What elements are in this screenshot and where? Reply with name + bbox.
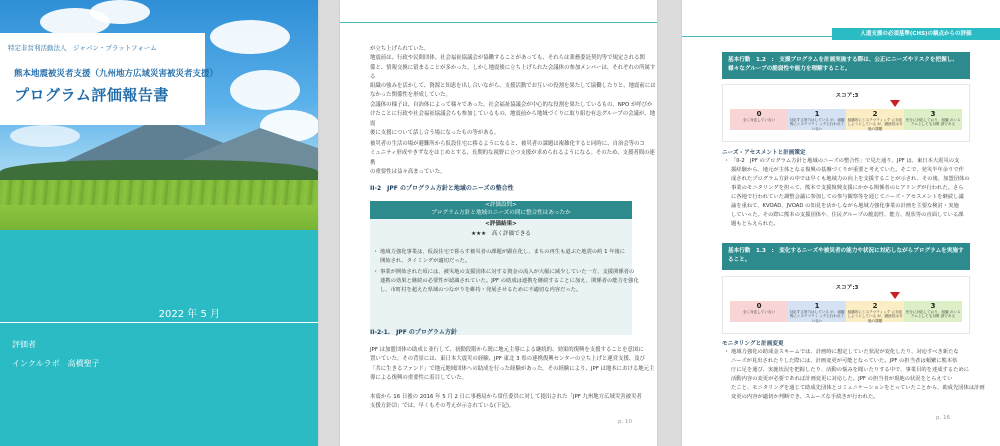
star-rating: ★★★ 高く評価できる	[471, 231, 531, 237]
question-text: プログラム方針と地域のニーズの間に整合性はあったか	[431, 210, 571, 216]
text-line: 変更の内容が適切か判断でき、スムーズな手続きが行われた。	[731, 394, 879, 400]
score-number: 2	[872, 110, 878, 118]
text-line: 組織の強みを活かして、資源と知恵を出し合いながら、支援活動でお互いの役割を果たして協働したりと、地震前には	[370, 83, 656, 90]
text-line: 開始され、タイミングが適切だった。	[380, 258, 471, 264]
bullet-dot: ・	[724, 158, 730, 164]
text-line: 導による復興の重要性に着目していた。	[370, 374, 468, 381]
score-scale-2	[722, 276, 970, 334]
paragraph	[370, 101, 657, 138]
score-description: 対応する努力はしている が、組織的にシステマティ ックに行われていない	[789, 118, 845, 131]
question-label: <評価設問>	[485, 202, 517, 208]
score-description: 対応する努力はしている が、組織的にシステマティ ックに行われていない	[789, 310, 845, 323]
text-line: に各地で行われていた調整会議に参加しての参与観察等を通じてニーズ・アセスメントを継続し議	[731, 194, 964, 200]
text-line: 会議体の様子は、自治体によって様々であった。社会福祉協議会が中心的な役割を果たしているもの、NPO が呼びか	[370, 102, 653, 108]
paragraph	[370, 140, 657, 177]
bullet-item	[724, 157, 970, 229]
score-number: 3	[930, 302, 936, 310]
text-line: 連携の効果と継続の必要性が認識されていた。JPF の助成は連携を継続することに加え、関係者の能力を強化	[380, 278, 639, 284]
subheading: ニーズ・アセスメントと計画策定	[722, 150, 806, 156]
header-rule	[340, 22, 657, 23]
evaluation-question	[370, 201, 632, 219]
subsection-heading: II-2-1. JPF のプログラム方針	[370, 329, 457, 336]
score-number: 1	[814, 110, 820, 118]
bullet-item	[373, 248, 626, 266]
text-line: けたことに行政や社会福祉協議会らも参加しているもの、地震前から地域づくりに取り組む有志グループの会議が、地震	[370, 111, 656, 127]
cover-subtitle: 熊本地震被災者支援（九州地方広域災害被災者支援）	[14, 69, 219, 79]
score-description: 充分に対応しており、組織 のシステムとしても対策 済である	[905, 118, 961, 127]
paragraph	[370, 346, 654, 383]
section-heading: II-2 JPF のプログラム方針と地域のニーズの整合性	[370, 185, 514, 192]
score-description: 組織的にシステマティック に対応しようとしている が、継続性は今後の課題	[847, 118, 903, 131]
text-line: し、市町村を超えた県域のつながりを維持・発展させるために不適切な内容だった。	[380, 287, 582, 293]
text-line: 題もとらえられた。	[731, 221, 779, 227]
key-action-1-2: 基本行動 1.2 : 支援プログラムを計画実施する際は、公正にニーズやリスクを把握し、様々なグループの脆弱性や能力を理解すること。	[722, 52, 970, 79]
chs-section-tab: 人道支援の必須基準(CHS)の観点からの評価	[832, 28, 1000, 40]
cover-title: プログラム評価報告書	[14, 86, 169, 104]
evaluator-label: 評価者	[12, 340, 36, 349]
text-line: 成されたプログラム方針の中では早くも地域力の向上を支援することが示され、その後、加盟団体の	[731, 176, 970, 182]
text-line: 援経験から、地元が主体となる復興の基盤づくりが重要と考えていた。そこで、発災半年余りで作	[731, 167, 964, 173]
score-label: スコア:3	[835, 285, 859, 291]
text-line: 「II-2 JPF のプログラム方針と地域のニーズの整合性」で見た通り、JPF は、東日本大震災の支	[731, 158, 960, 164]
report-page-10	[340, 0, 657, 446]
text-line: 庁に足を運び、実施状況を把握したり、活動の悩みを聞いたりする中で、事業目的を達成するために	[731, 367, 970, 373]
subheading: モニタリングと計画変更	[722, 341, 784, 347]
bullet-dot: ・	[373, 269, 379, 275]
cloud	[210, 20, 290, 54]
paragraph	[370, 393, 642, 412]
text-line: 論を重ねて、KVOAD、JVOAD の知見を活かしながら地域力強化事業の計画を主要な検討・実施	[731, 203, 959, 209]
cover-divider	[0, 322, 318, 323]
score-cell-1	[788, 109, 846, 130]
text-line: 本震から 16 日後の 2016 年 5 月 2 日に事務局から常任委員に対して提出された「JPF 九州地方広域災害被災者	[370, 394, 642, 400]
text-line: 係と、情報交換に留まることが多かった。しかし地震後に立ち上げられた会議体の参加メンバーは、それぞれの所属する	[370, 64, 656, 80]
score-marker	[890, 100, 900, 107]
text-line: 「共に生きるファンド」で地元地域団体への助成を行った経験があった。その経験により、JPF は地本における地元主	[370, 365, 655, 372]
bullet-item	[373, 268, 639, 295]
rice-field-foreground	[0, 205, 318, 230]
score-scale-1	[722, 84, 970, 142]
score-cell-0	[730, 301, 788, 322]
bullet-item	[724, 348, 985, 402]
score-cell-0	[730, 109, 788, 130]
text-line: 地域力強化事業は、仮設住宅で暮らす被災者の課題が顕在化し、まちの再生も道ぶた地震の約 1 年後に	[380, 249, 626, 255]
score-number: 0	[756, 302, 762, 310]
text-line: たこと、モニタリングを通じて助成先団体とコミュニケーションをとっていたことから、助成先団体は計画	[731, 385, 985, 391]
text-line: ニーズが見出されたりした際には、計画変更が可能となっていた。JPF の担当者は頻繁に熊本県	[731, 358, 958, 364]
text-line: ミュニティ形成やきずなをはじめとする、長期的な視野に立つ支援が求められるようになる。そのため、支援者間の連携	[370, 150, 655, 166]
score-description: 全く対応していない	[742, 118, 776, 122]
score-description: 組織的にシステマティック に対応しようとしている が、継続性は今後の課題	[847, 310, 903, 323]
cloud	[90, 0, 150, 24]
score-cell-3	[904, 301, 962, 322]
bullet-dot: ・	[724, 349, 730, 355]
cover-teal-band	[0, 230, 318, 446]
score-number: 0	[756, 110, 762, 118]
score-label: スコア:3	[835, 93, 859, 99]
score-number: 1	[814, 302, 820, 310]
score-number: 2	[872, 302, 878, 310]
text-line: していった。その際に熊本の支援団体や、住民グループの脆弱性、能力、現状等の直面している課	[731, 212, 964, 218]
score-cell-2	[846, 301, 904, 322]
text-line: 事業が開始された頃には、被災地の支援団体に対する資金の流入が大幅に減少していた一方、支援関係者の	[380, 269, 635, 275]
text-line: 地震前は、行政や民間団体、社会福祉協議会が協働することがあっても、それらは業務委託契約等で規定される関	[370, 55, 645, 62]
score-cell-1	[788, 301, 846, 322]
score-description: 充分に対応しており、組織 のシステムとしても対策 済である	[905, 310, 961, 319]
text-line: 置いていた。その背景には、東日本大震災の経験、JPF 東北 3 県の連携復興センターの立ち上げと運営支援、及び	[370, 356, 646, 363]
text-line: 被災者の生活の場が避難所から仮設住宅に移るようになると、被災者の課題は複雑化すると同時に、自治会等のコ	[370, 141, 645, 147]
page-number: p. 16	[936, 415, 950, 421]
cloud	[230, 70, 300, 110]
score-cell-3	[904, 109, 962, 130]
text-line: JPF は加盟団体の助成と並行して、初動段階から既に地元主導による継続的、効果的復興を支援することを意図に	[370, 347, 644, 353]
score-marker	[890, 292, 900, 299]
text-line: 活動内容の変更が必要であれば計画変更に対応した。JPF の担当者が現地の状況をとらえてい	[731, 376, 953, 382]
score-number: 3	[930, 110, 936, 118]
score-description: 全く対応していない	[742, 310, 776, 314]
text-line: 支援方針⑵」では、早くもその考えが示されている(下記)。	[370, 403, 515, 410]
text-line: が立ち上げられていた。	[370, 46, 430, 52]
report-date: 2022 年 5 月	[158, 309, 220, 320]
bullet-dot: ・	[373, 249, 379, 255]
paragraph	[370, 45, 657, 101]
text-line: なかった関係性を形成していた。	[370, 92, 451, 99]
evaluator-name: インクルラボ 高橋聖子	[12, 359, 100, 368]
text-line: の重要性は益々高まっていた。	[370, 168, 446, 175]
text-line: 事業のモニタリングを担って、熊本で支援復興支援にかかる関係者のヒアリングが行われた。さら	[731, 185, 964, 191]
text-line: 地域力強化の助成金スキームでは、計画時に想定していた状況が変化したり、対応すべき新たな	[731, 349, 959, 355]
result-label: <評価結果>	[485, 221, 517, 227]
text-line: 後に支援について話し合う場になったもの等がある。	[370, 129, 500, 136]
organization-name: 特定非営利活動法人 ジャパン・プラットフォーム	[8, 44, 157, 52]
score-cell-2	[846, 109, 904, 130]
cover-page	[0, 0, 318, 446]
page-number: p. 10	[618, 419, 632, 425]
report-page-16	[682, 0, 1000, 446]
key-action-1-3: 基本行動 1.3 : 変化するニーズや被災者の能力や状況に対応しながらプログラムを実施すること。	[722, 243, 970, 270]
